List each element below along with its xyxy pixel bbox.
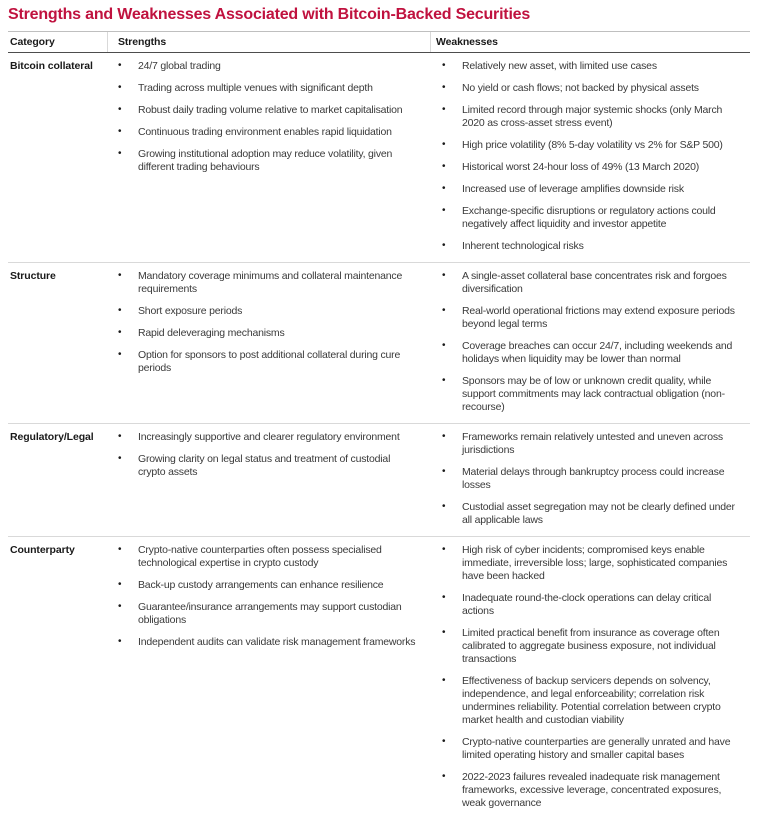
list-item <box>107 270 430 296</box>
bullet-icon: • <box>442 82 446 93</box>
bullet-icon: • <box>442 340 446 351</box>
column-header-weaknesses: Weaknesses <box>430 32 750 52</box>
table-row <box>8 53 750 263</box>
list-item-text: Material delays through bankruptcy process could increase losses <box>462 466 725 491</box>
list-item-text: Short exposure periods <box>138 305 243 317</box>
list-item-text: Custodial asset segregation may not be clearly defined under all applicable laws <box>462 501 735 526</box>
list-item <box>430 270 750 296</box>
list-item-text: Crypto-native counterparties often possess specialised technological expertise in crypto custody <box>138 544 382 569</box>
weaknesses-list <box>430 270 750 414</box>
category-cell: Bitcoin collateral <box>10 60 93 72</box>
list-item-text: Increased use of leverage amplifies downside risk <box>462 183 684 195</box>
list-item-text: Robust daily trading volume relative to market capitalisation <box>138 104 403 116</box>
bullet-icon: • <box>118 544 122 555</box>
strengths-weaknesses-table <box>8 31 750 819</box>
table-header-row <box>8 31 750 53</box>
bullet-icon: • <box>118 431 122 442</box>
list-item <box>107 60 430 73</box>
bullet-icon: • <box>118 453 122 464</box>
table-row <box>8 263 750 424</box>
weaknesses-cell <box>430 270 750 423</box>
list-item <box>107 636 430 649</box>
strengths-cell <box>107 270 430 423</box>
list-item-text: No yield or cash flows; not backed by physical assets <box>462 82 699 94</box>
strengths-cell <box>107 544 430 819</box>
list-item <box>430 736 750 762</box>
list-item <box>430 466 750 492</box>
bullet-icon: • <box>118 82 122 93</box>
list-item <box>107 453 430 479</box>
page-title: Strengths and Weaknesses Associated with Bitcoin-Backed Securities <box>8 6 531 23</box>
table-row <box>8 537 750 819</box>
bullet-icon: • <box>442 675 446 686</box>
list-item <box>430 139 750 152</box>
list-item <box>430 592 750 618</box>
bullet-icon: • <box>442 466 446 477</box>
bullet-icon: • <box>118 349 122 360</box>
bullet-icon: • <box>442 627 446 638</box>
list-item-text: High price volatility (8% 5-day volatility vs 2% for S&P 500) <box>462 139 723 151</box>
list-item <box>430 240 750 253</box>
bullet-icon: • <box>442 431 446 442</box>
list-item-text: Frameworks remain relatively untested and uneven across jurisdictions <box>462 431 723 456</box>
strengths-list <box>107 431 430 479</box>
bullet-icon: • <box>442 544 446 555</box>
list-item-text: Growing clarity on legal status and treatment of custodial crypto assets <box>138 453 391 478</box>
list-item <box>107 148 430 174</box>
bullet-icon: • <box>118 636 122 647</box>
bullet-icon: • <box>442 60 446 71</box>
list-item <box>430 431 750 457</box>
list-item <box>430 205 750 231</box>
category-cell: Regulatory/Legal <box>10 431 94 443</box>
list-item-text: Limited practical benefit from insurance as coverage often calibrated to aggregate business exposure, not individual transactions <box>462 627 720 665</box>
list-item <box>107 305 430 318</box>
bullet-icon: • <box>118 148 122 159</box>
column-header-strengths: Strengths <box>107 32 430 52</box>
list-item-text: Exchange-specific disruptions or regulatory actions could negatively affect liquidity and investor appetite <box>462 205 716 230</box>
weaknesses-list <box>430 544 750 810</box>
bullet-icon: • <box>442 161 446 172</box>
list-item <box>430 771 750 810</box>
bullet-icon: • <box>442 305 446 316</box>
list-item <box>107 431 430 444</box>
bullet-icon: • <box>118 601 122 612</box>
list-item-text: Inherent technological risks <box>462 240 584 252</box>
list-item-text: Increasingly supportive and clearer regulatory environment <box>138 431 400 443</box>
list-item <box>107 126 430 139</box>
list-item-text: Inadequate round-the-clock operations can delay critical actions <box>462 592 712 617</box>
bullet-icon: • <box>442 375 446 386</box>
bullet-icon: • <box>118 579 122 590</box>
list-item <box>107 579 430 592</box>
bullet-icon: • <box>442 205 446 216</box>
bullet-icon: • <box>118 270 122 281</box>
list-item-text: Trading across multiple venues with significant depth <box>138 82 373 94</box>
list-item <box>107 349 430 375</box>
bullet-icon: • <box>442 183 446 194</box>
bullet-icon: • <box>442 270 446 281</box>
list-item-text: Effectiveness of backup servicers depends on solvency, independence, and legal enforceability; correlation risk undermines reliability. Potential correlation between crypto market health and custodian viability <box>462 675 721 726</box>
list-item-text: Back-up custody arrangements can enhance resilience <box>138 579 384 591</box>
weaknesses-list <box>430 431 750 527</box>
list-item <box>107 104 430 117</box>
list-item-text: Rapid deleveraging mechanisms <box>138 327 285 339</box>
strengths-list <box>107 60 430 174</box>
list-item <box>107 601 430 627</box>
list-item-text: Relatively new asset, with limited use cases <box>462 60 657 72</box>
category-cell: Structure <box>10 270 56 282</box>
list-item <box>430 501 750 527</box>
list-item-text: Continuous trading environment enables rapid liquidation <box>138 126 392 138</box>
list-item-text: Mandatory coverage minimums and collateral maintenance requirements <box>138 270 403 295</box>
list-item-text: High risk of cyber incidents; compromised keys enable immediate, irreversible loss; large, sophisticated companies have been hacked <box>462 544 728 582</box>
weaknesses-cell <box>430 544 750 819</box>
list-item <box>430 60 750 73</box>
list-item <box>430 627 750 666</box>
column-header-category: Category <box>10 36 55 48</box>
list-item-text: Real-world operational frictions may extend exposure periods beyond legal terms <box>462 305 735 330</box>
weaknesses-cell <box>430 60 750 262</box>
list-item <box>430 161 750 174</box>
weaknesses-list <box>430 60 750 253</box>
bullet-icon: • <box>118 327 122 338</box>
strengths-list <box>107 270 430 375</box>
category-cell: Counterparty <box>10 544 75 556</box>
list-item-text: A single-asset collateral base concentrates risk and forgoes diversification <box>462 270 727 295</box>
list-item-text: Guarantee/insurance arrangements may support custodian obligations <box>138 601 402 626</box>
list-item-text: Option for sponsors to post additional collateral during cure periods <box>138 349 401 374</box>
list-item-text: Crypto-native counterparties are generally unrated and have limited operating history and smaller capital bases <box>462 736 731 761</box>
list-item <box>430 183 750 196</box>
bullet-icon: • <box>442 736 446 747</box>
bullet-icon: • <box>442 139 446 150</box>
list-item-text: Historical worst 24-hour loss of 49% (13 March 2020) <box>462 161 700 173</box>
list-item-text: Limited record through major systemic shocks (only March 2020 as cross-asset stress event) <box>462 104 723 129</box>
list-item-text: Growing institutional adoption may reduce volatility, given different trading behaviours <box>138 148 393 173</box>
list-item <box>430 82 750 95</box>
bullet-icon: • <box>442 240 446 251</box>
strengths-list <box>107 544 430 649</box>
bullet-icon: • <box>118 104 122 115</box>
table-body <box>8 53 750 819</box>
list-item <box>430 340 750 366</box>
list-item <box>107 544 430 570</box>
list-item <box>430 544 750 583</box>
bullet-icon: • <box>118 126 122 137</box>
list-item <box>430 675 750 727</box>
bullet-icon: • <box>442 771 446 782</box>
bullet-icon: • <box>442 104 446 115</box>
bullet-icon: • <box>442 592 446 603</box>
list-item-text: Independent audits can validate risk management frameworks <box>138 636 416 648</box>
list-item-text: 24/7 global trading <box>138 60 221 72</box>
list-item-text: 2022-2023 failures revealed inadequate risk management frameworks, excessive leverage, concentrated exposures, weak governance <box>462 771 722 809</box>
strengths-cell <box>107 431 430 536</box>
list-item-text: Sponsors may be of low or unknown credit quality, while support commitments may lack contractual obligation (non-recourse) <box>462 375 725 413</box>
list-item <box>430 375 750 414</box>
table-row <box>8 424 750 537</box>
list-item <box>107 82 430 95</box>
list-item <box>430 104 750 130</box>
bullet-icon: • <box>118 305 122 316</box>
strengths-cell <box>107 60 430 262</box>
bullet-icon: • <box>118 60 122 71</box>
list-item-text: Coverage breaches can occur 24/7, including weekends and holidays when liquidity may be lower than normal <box>462 340 733 365</box>
weaknesses-cell <box>430 431 750 536</box>
bullet-icon: • <box>442 501 446 512</box>
list-item <box>107 327 430 340</box>
list-item <box>430 305 750 331</box>
